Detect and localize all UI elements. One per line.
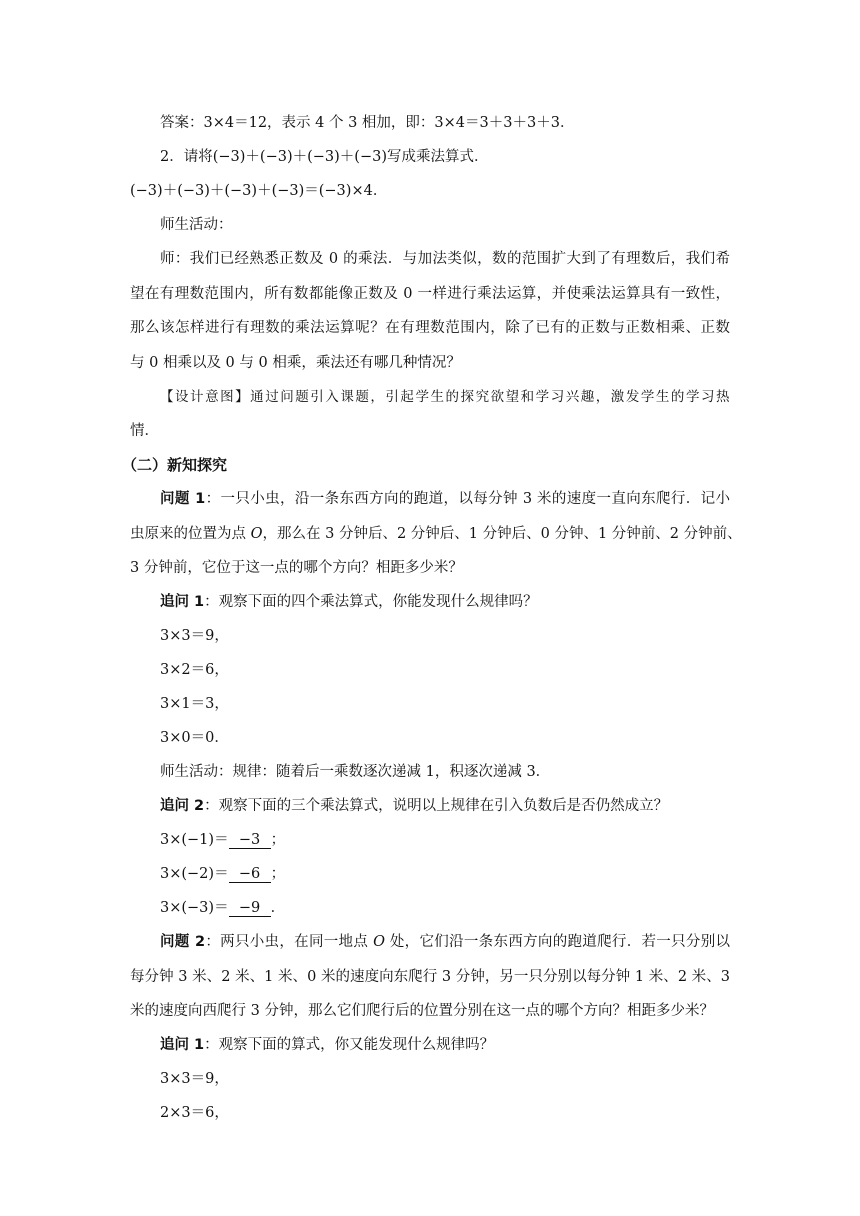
teacher-paragraph-line-4: 与 0 相乘以及 0 与 0 相乘，乘法还有哪几种情况？ — [130, 354, 461, 371]
rule-statement: 师生活动：规律：随着后一乘数逐次递减 1，积逐次递减 3． — [160, 764, 551, 780]
fill-in-equation — [130, 857, 730, 891]
question-2: 2．请将(−3)＋(−3)＋(−3)＋(−3)写成乘法算式． — [160, 149, 489, 165]
problem-2-line-2: 每分钟 3 米、2 米、1 米、0 米的速度向东爬行 3 分钟，另一只分别以每分钟 1 米、2 米、3 — [130, 968, 730, 985]
problem-2-line-1-start: ：两只小虫，在同一地点 — [205, 934, 374, 950]
problem-1-line-2-end: ，那么在 3 分钟后、2 分钟后、1 分钟后、0 分钟、1 分钟前、2 分钟前、 — [262, 525, 742, 542]
answer-blank: −9 — [229, 900, 271, 917]
fill-in-equation-left: 3×(−1)＝ — [160, 832, 229, 848]
problem-1-line-2 — [130, 517, 742, 552]
answer-blank: −3 — [229, 832, 271, 849]
point-o: O — [250, 525, 263, 542]
problem-1-line-3: 3 分钟前，它位于这一点的哪个方向？相距多少米？ — [130, 560, 463, 576]
design-intent-line-2: 情． — [130, 423, 159, 439]
follow-up-3 — [130, 1028, 730, 1062]
equation-line: 3×1＝3， — [160, 696, 229, 712]
fill-in-equation-left: 3×(−3)＝ — [160, 900, 229, 916]
follow-up-3-lead: 追问 1 — [160, 1037, 205, 1053]
point-o: O — [373, 934, 385, 950]
problem-2-line-1 — [130, 925, 730, 960]
follow-up-1 — [130, 585, 730, 619]
teacher-paragraph-line-2: 望在有理数范围内，所有数都能像正数及 0 一样进行乘法运算，并使乘法运算具有一致性， — [130, 285, 730, 302]
teacher-paragraph-line-1: 师：我们已经熟悉正数及 0 的乘法．与加法类似，数的范围扩大到了有理数后，我们希 — [160, 251, 730, 267]
follow-up-2-text: ：观察下面的三个乘法算式，说明以上规律在引入负数后是否仍然成立？ — [204, 798, 669, 814]
section-heading-new-knowledge: （二）新知探究 — [122, 456, 228, 474]
teacher-paragraph-line-3: 那么该怎样进行有理数的乘法运算呢？在有理数范围内，除了已有的正数与正数相乘、正数 — [130, 320, 730, 336]
follow-up-3-text: ：观察下面的算式，你又能发现什么规律吗？ — [204, 1037, 495, 1053]
fill-in-equation — [130, 891, 730, 925]
fill-in-equation-punct: ； — [270, 866, 286, 882]
fill-in-equation-left: 3×(−2)＝ — [160, 866, 229, 882]
design-intent-line-1: 【设计意图】通过问题引入课题，引起学生的探究欲望和学习兴趣，激发学生的学习热 — [160, 388, 730, 405]
equation-line: 2×3＝6， — [160, 1105, 229, 1121]
problem-1-lead: 问题 1 — [160, 491, 206, 507]
equation-line: 3×3＝9， — [160, 628, 229, 644]
equation-line: 3×2＝6， — [160, 662, 229, 678]
problem-1-line-2-start: 虫原来的位置为点 — [130, 525, 251, 542]
equation-line: 3×3＝9， — [160, 1071, 229, 1087]
follow-up-2-lead: 追问 2 — [160, 798, 205, 814]
document-body — [122, 106, 742, 1130]
answer-blank: −6 — [229, 866, 271, 883]
fill-in-equation — [130, 823, 730, 857]
problem-1-text: ：一只小虫，沿一条东西方向的跑道，以每分钟 3 米的速度一直向东爬行．记小 — [205, 491, 730, 507]
problem-1-line-1 — [130, 482, 730, 517]
question-2-answer: (−3)＋(−3)＋(−3)＋(−3)＝(−3)×4． — [130, 183, 388, 199]
answer-line: 答案：3×4＝12，表示 4 个 3 相加，即：3×4＝3＋3＋3＋3． — [160, 115, 575, 131]
follow-up-1-text: ：观察下面的四个乘法算式，你能发现什么规律吗？ — [204, 594, 538, 610]
problem-2-line-3: 米的速度向西爬行 3 分钟，那么它们爬行后的位置分别在这一点的哪个方向？相距多少米？ — [130, 1003, 714, 1019]
problem-2-line-1-end: 处，它们沿一条东西方向的跑道爬行．若一只分别以 — [384, 934, 731, 950]
follow-up-1-lead: 追问 1 — [160, 594, 205, 610]
fill-in-equation-punct: ． — [270, 900, 286, 916]
fill-in-equation-punct: ； — [270, 832, 286, 848]
follow-up-2 — [130, 789, 730, 823]
equation-line: 3×0＝0． — [160, 730, 229, 746]
activity-label: 师生活动： — [160, 217, 233, 233]
problem-2-lead: 问题 2 — [160, 934, 206, 950]
